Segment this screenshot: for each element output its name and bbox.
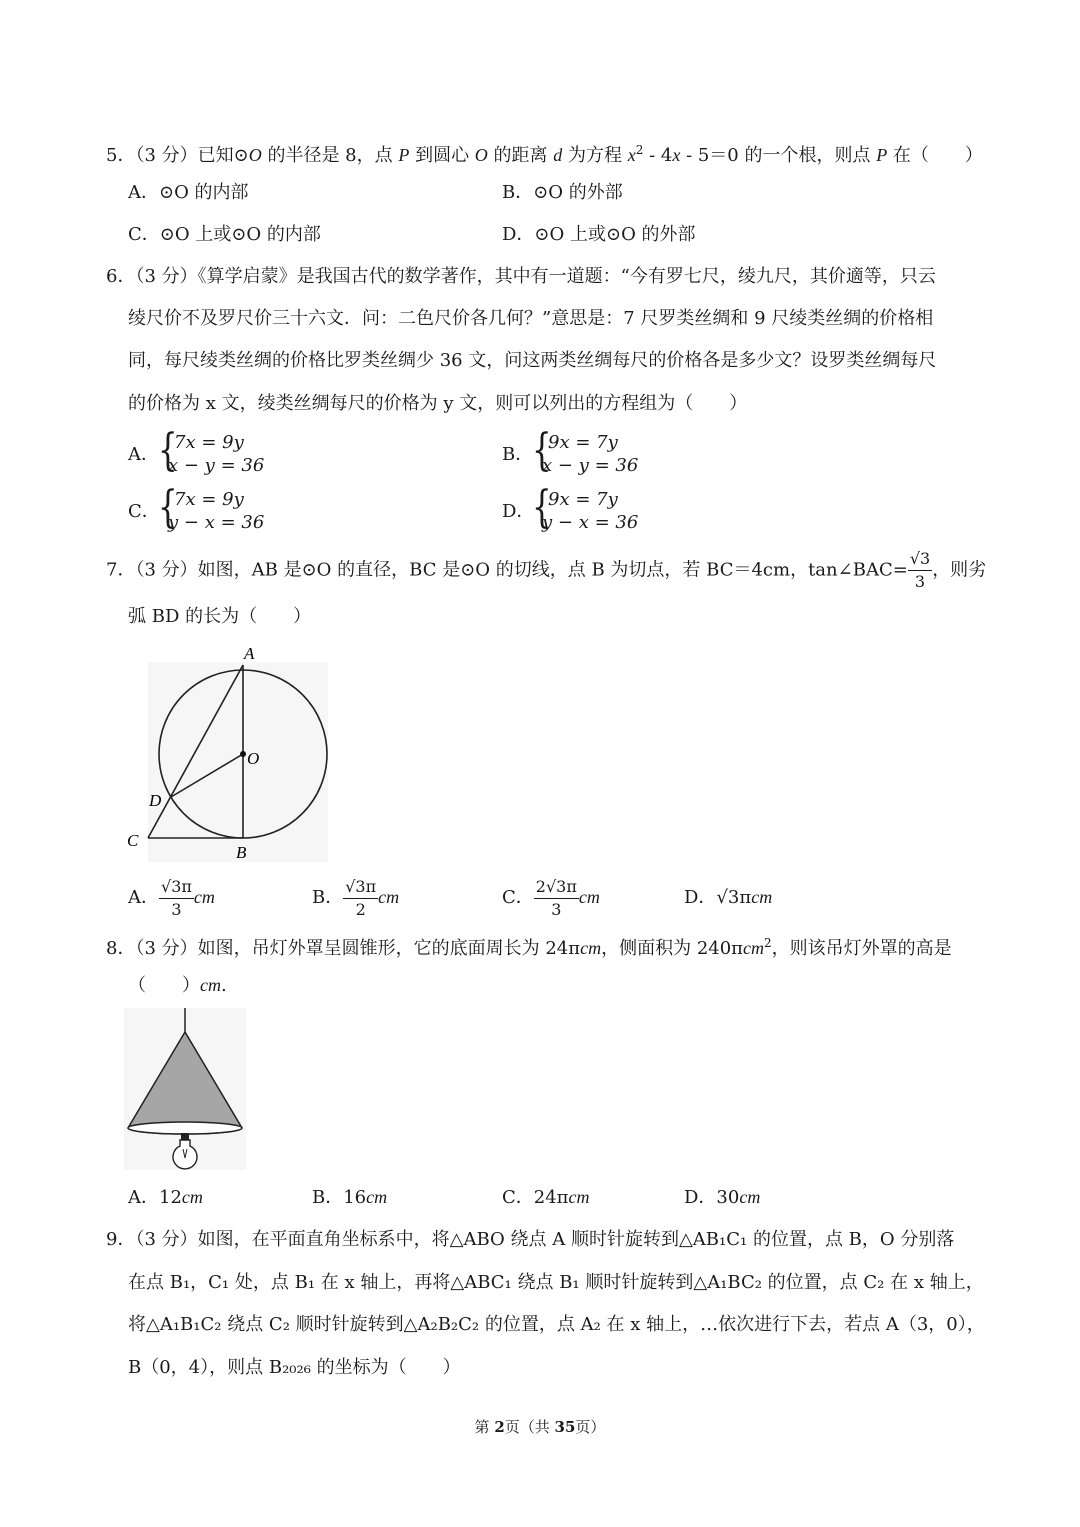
frac-num: √3π — [159, 876, 194, 899]
frac-den: 3 — [171, 899, 182, 919]
q6-option-a-label: A． — [128, 444, 159, 465]
q5-var: P — [876, 145, 888, 165]
q6-option-a-eq2: x − y = 36 — [168, 455, 265, 476]
label-o: O — [247, 749, 260, 768]
q5-var: O — [474, 145, 488, 165]
q7-frac-den: 3 — [914, 572, 926, 591]
q5-option-b: B．⊙O 的外部 — [502, 182, 623, 203]
q8-text: ，则该吊灯外罩的高是 — [771, 938, 952, 959]
unit: cm — [743, 938, 765, 958]
q6-option-d-label: D． — [502, 501, 535, 522]
lamp-base-ellipse — [128, 1122, 242, 1134]
figure-background — [148, 662, 328, 862]
q7-option-d — [684, 872, 772, 923]
q7-line-2: 弧 BD 的长为（ ） — [128, 606, 312, 627]
option-fraction — [343, 876, 378, 921]
option-fraction — [534, 876, 579, 921]
q6-option-d-eq2: y − x = 36 — [542, 512, 639, 533]
bulb-socket — [181, 1133, 189, 1140]
q8-text: ，侧面积为 240π — [601, 938, 744, 959]
q8-option-a — [128, 1184, 203, 1211]
brace-symbol: { — [532, 425, 552, 476]
brace-symbol: { — [158, 482, 178, 533]
brace-symbol: { — [158, 425, 178, 476]
q7-fraction — [908, 548, 932, 593]
unit: cm — [751, 887, 773, 907]
q5-option-c: C．⊙O 上或⊙O 的内部 — [128, 224, 321, 245]
frac-num: √3π — [343, 876, 378, 899]
option-text: A．12 — [128, 1187, 182, 1208]
unit: cm — [739, 1187, 761, 1207]
q5-text: - 5＝0 的一个根，则点 — [680, 145, 877, 166]
q7-option-c — [502, 872, 600, 923]
q6-option-c-label: C． — [128, 501, 160, 522]
q5-option-d: D．⊙O 上或⊙O 的外部 — [502, 224, 696, 245]
q7-text: ，则劣 — [932, 559, 987, 581]
exponent: 2 — [764, 936, 772, 950]
center-point — [240, 751, 246, 757]
unit: cm — [578, 887, 600, 907]
option-label: B． — [312, 887, 344, 908]
option-fraction — [159, 876, 194, 921]
q6-option-b-eq2: x − y = 36 — [542, 455, 639, 476]
unit: cm — [181, 1187, 203, 1207]
option-text: √3π — [716, 887, 752, 908]
total-pages: 35 — [554, 1418, 576, 1436]
q7-option-a — [128, 872, 215, 923]
unit: cm — [193, 887, 215, 907]
brace-symbol: { — [532, 482, 552, 533]
q5-var: x — [672, 145, 681, 165]
q9-line-1: 9．（3 分）如图，在平面直角坐标系中，将△ABO 绕点 A 顺时针旋转到△AB₁C₁ 的位置，点 B，O 分别落 — [106, 1229, 955, 1250]
q5-var: O — [248, 145, 262, 165]
q8-option-b — [312, 1184, 387, 1211]
option-label: A． — [128, 887, 159, 908]
q5-var: P — [398, 145, 410, 165]
q6-line-4: 的价格为 x 文，绫类丝绸每尺的价格为 y 文，则可以列出的方程组为（ ） — [128, 393, 748, 414]
q5-text: 5．（3 分）已知⊙ — [106, 145, 249, 166]
unit: cm — [580, 938, 602, 958]
q8-option-d — [684, 1184, 760, 1211]
q7-option-b — [312, 872, 399, 923]
q9-line-2: 在点 B₁，C₁ 处，点 B₁ 在 x 轴上，再将△ABC₁ 绕点 B₁ 顺时针旋转到△A₁BC₂ 的位置，点 C₂ 在 x 轴上， — [128, 1272, 984, 1293]
q5-text: 在（ ） — [887, 145, 983, 166]
unit: cm — [568, 1187, 590, 1207]
unit: cm — [378, 887, 400, 907]
q8-text: （ ） — [128, 975, 200, 996]
option-label: D． — [684, 887, 717, 908]
frac-num: 2√3π — [534, 876, 579, 899]
footer-text: 页（共 — [504, 1418, 555, 1436]
option-label: C． — [502, 887, 534, 908]
q5-text: 的距离 — [487, 145, 554, 166]
footer-text: 第 — [474, 1418, 495, 1436]
q9-line-3: 将△A₁B₁C₂ 绕点 C₂ 顺时针旋转到△A₂B₂C₂ 的位置，点 A₂ 在 x 轴上，…依次进行下去，若点 A（3，0）， — [128, 1314, 985, 1335]
q5-text: 的半径是 8，点 — [261, 145, 399, 166]
q7-line-1 — [106, 548, 986, 593]
q6-option-b-label: B． — [502, 444, 534, 465]
label-d: D — [149, 791, 162, 810]
q6-option-d-eq1: 9x = 7y — [548, 489, 618, 510]
q7-text: 7．（3 分）如图，AB 是⊙O 的直径，BC 是⊙O 的切线，点 B 为切点，若 BC＝4cm，tan∠BAC= — [106, 559, 908, 581]
q5-exponent: 2 — [635, 143, 644, 157]
q8-lamp-figure — [122, 1006, 248, 1174]
q5-text: 到圆心 — [409, 145, 475, 166]
frac-den: 3 — [551, 899, 562, 919]
q5-var: x — [627, 145, 636, 165]
q8-line-2 — [128, 972, 227, 999]
q6-option-c-eq2: y − x = 36 — [168, 512, 265, 533]
q9-line-4: B（0，4），则点 B₂₀₂₆ 的坐标为（ ） — [128, 1357, 461, 1378]
unit: cm — [200, 975, 221, 995]
frac-den: 2 — [355, 899, 366, 919]
label-a: A — [244, 644, 255, 663]
q5-text: - 4 — [643, 145, 673, 166]
q7-frac-num: √3 — [908, 548, 932, 571]
page-footer — [0, 1416, 1080, 1437]
q5-option-a: A．⊙O 的内部 — [128, 182, 249, 203]
option-text: B．16 — [312, 1187, 367, 1208]
q8-option-c — [502, 1184, 590, 1211]
label-c: C — [127, 831, 139, 850]
q6-line-2: 绫尺价不及罗尺价三十六文．问：二色尺价各几何？”意思是：7 尺罗类丝绸和 9 尺绫类丝绸的价格相 — [128, 308, 934, 329]
option-text: C．24π — [502, 1187, 569, 1208]
footer-text: 页） — [575, 1418, 606, 1436]
q5-text: 为方程 — [562, 145, 628, 166]
q6-option-b-eq1: 9x = 7y — [548, 432, 618, 453]
q5-stem — [106, 137, 983, 169]
option-text: D．30 — [684, 1187, 740, 1208]
q8-text: . — [221, 975, 227, 996]
q8-text: 8．（3 分）如图，吊灯外罩呈圆锥形，它的底面周长为 24π — [106, 938, 581, 959]
page-number: 2 — [494, 1418, 505, 1436]
q6-option-a-eq1: 7x = 9y — [174, 432, 244, 453]
label-b: B — [236, 843, 247, 862]
q7-figure — [120, 640, 340, 870]
q6-line-1: 6．（3 分）《算学启蒙》是我国古代的数学著作，其中有一道题：“今有罗七尺，绫九尺，其价適等，只云 — [106, 266, 936, 287]
q8-line-1 — [106, 930, 952, 962]
q5-var: d — [553, 145, 563, 165]
q6-option-c-eq1: 7x = 9y — [174, 489, 244, 510]
unit: cm — [366, 1187, 388, 1207]
q6-line-3: 同，每尺绫类丝绸的价格比罗类丝绸少 36 文，问这两类丝绸每尺的价格各是多少文？设罗类丝绸每尺 — [128, 350, 937, 371]
